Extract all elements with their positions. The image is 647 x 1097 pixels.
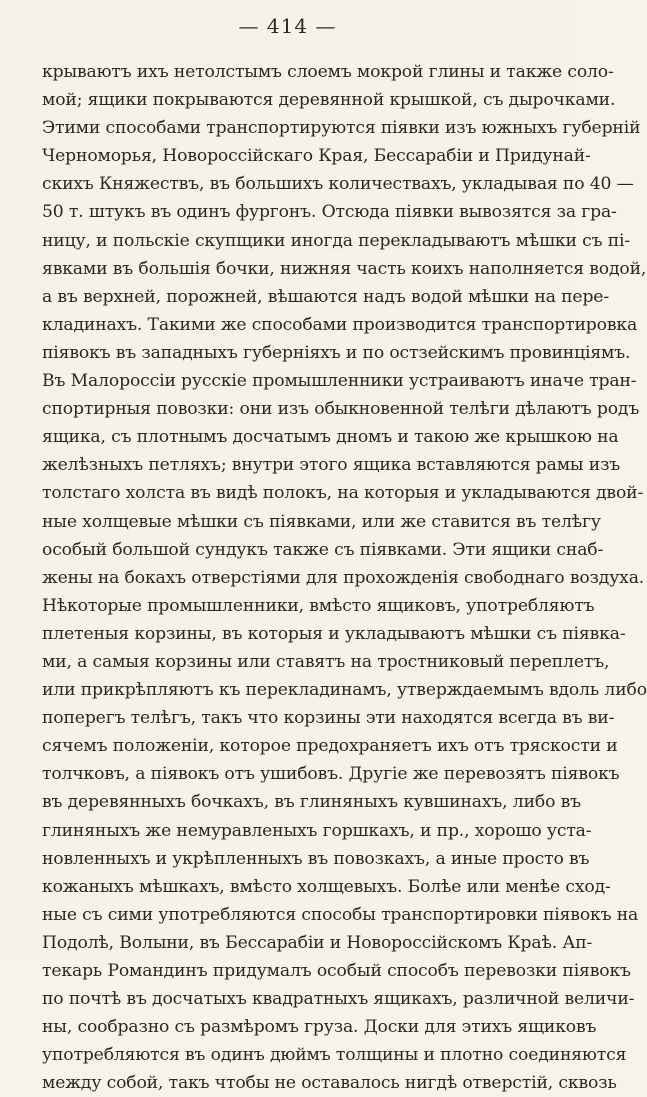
text-line: Этими способами транспортируются піявки изъ южныхъ губерній: [42, 118, 641, 139]
text-line: ящика, съ плотнымъ досчатымъ дномъ и такою же крышкою на: [42, 427, 619, 448]
text-line: по почтѣ въ досчатыхъ квадратныхъ ящикахъ, различной величи-: [42, 989, 635, 1010]
text-line: мой; ящики покрываются деревянной крышкой, съ дырочками.: [42, 90, 616, 111]
text-line: толчковъ, а піявокъ отъ ушибовъ. Другіе же перевозятъ піявокъ: [42, 764, 620, 785]
text-line: ные съ сими употребляются способы транспортировки піявокъ на: [42, 904, 639, 925]
text-line: крываютъ ихъ нетолстымъ слоемъ мокрой глины и также соло-: [42, 62, 614, 82]
text-line: скихъ Княжествъ, въ большихъ количествахъ, укладывая по 40 —: [42, 174, 634, 195]
text-line: или прикрѣпляютъ къ перекладинамъ, утверждаемымъ вдоль либо: [42, 680, 647, 701]
text-line: текарь Романдинъ придумалъ особый способъ перевозки піявокъ: [42, 961, 631, 981]
text-line: глиняныхъ же немуравленыхъ горшкахъ, и пр., хорошо уста-: [42, 820, 592, 841]
text-line: явками въ большія бочки, нижняя часть коихъ наполняется водой,: [42, 258, 647, 279]
text-line: между собой, такъ чтобы не оставалось нигдѣ отверстій, сквозь: [42, 1073, 617, 1094]
text-line: кожаныхъ мѣшкахъ, вмѣсто холщевыхъ. Болѣе или менѣе сход-: [42, 876, 611, 897]
text-line: Въ Малороссіи русскіе промышленники устраиваютъ иначе тран-: [42, 371, 637, 392]
text-line: Черноморья, Новороссійскаго Края, Бессарабіи и Придунай-: [42, 146, 591, 167]
text-line: піявокъ въ западныхъ губерніяхъ и по остзейскимъ провинціямъ.: [42, 342, 631, 363]
text-line: особый большой сундукъ также съ піявками. Эти ящики снаб-: [42, 539, 604, 560]
text-line: Подолѣ, Волыни, въ Бессарабіи и Новороссійскомъ Краѣ. Ап-: [42, 932, 593, 953]
body-text: [42, 58, 647, 1097]
text-line: въ деревянныхъ бочкахъ, въ глиняныхъ кувшинахъ, либо въ: [42, 792, 581, 813]
text-line: поперегъ телѣгъ, такъ что корзины эти находятся всегда въ ви-: [42, 708, 615, 729]
text-line: ми, а самыя корзины или ставятъ на тростниковый переплетъ,: [42, 651, 610, 672]
text-line: сячемъ положеніи, которое предохраняетъ ихъ отъ тряскости и: [42, 736, 618, 757]
text-line: толстаго холста въ видѣ полокъ, на которыя и укладываются двой-: [42, 483, 644, 504]
text-line: Нѣкоторые промышленники, вмѣсто ящиковъ, употребляютъ: [42, 595, 595, 616]
text-line: ницу, и польскіе скупщики иногда перекладываютъ мѣшки съ пі-: [42, 230, 631, 251]
text-line: ны, сообразно съ размѣромъ груза. Доски для этихъ ящиковъ: [42, 1017, 597, 1038]
text-line: плетеныя корзины, въ которыя и укладываютъ мѣшки съ піявка-: [42, 623, 626, 644]
text-line: новленныхъ и укрѣпленныхъ въ повозкахъ, а иные просто въ: [42, 848, 590, 869]
text-line: жены на бокахъ отверстіями для прохожденія свободнаго воздуха.: [42, 567, 645, 588]
text-line: кладинахъ. Такими же способами производится транспортировка: [42, 314, 638, 335]
text-line: спортирныя повозки: они изъ обыкновенной телѣги дѣлаютъ родъ: [42, 399, 640, 420]
text-line: употребляются въ одинъ дюймъ толщины и плотно соединяются: [42, 1045, 627, 1066]
text-line: желѣзныхъ петляхъ; внутри этого ящика вставляются рамы изъ: [42, 455, 621, 476]
page-number: — 414 —: [238, 14, 337, 38]
text-line: ные холщевые мѣшки съ піявками, или же ставится въ телѣгу: [42, 511, 601, 532]
text-line: 50 т. штукъ въ одинъ фургонъ. Отсюда піявки вывозятся за гра-: [42, 202, 617, 223]
text-line: а въ верхней, порожней, вѣшаются надъ водой мѣшки на пере-: [42, 286, 609, 307]
